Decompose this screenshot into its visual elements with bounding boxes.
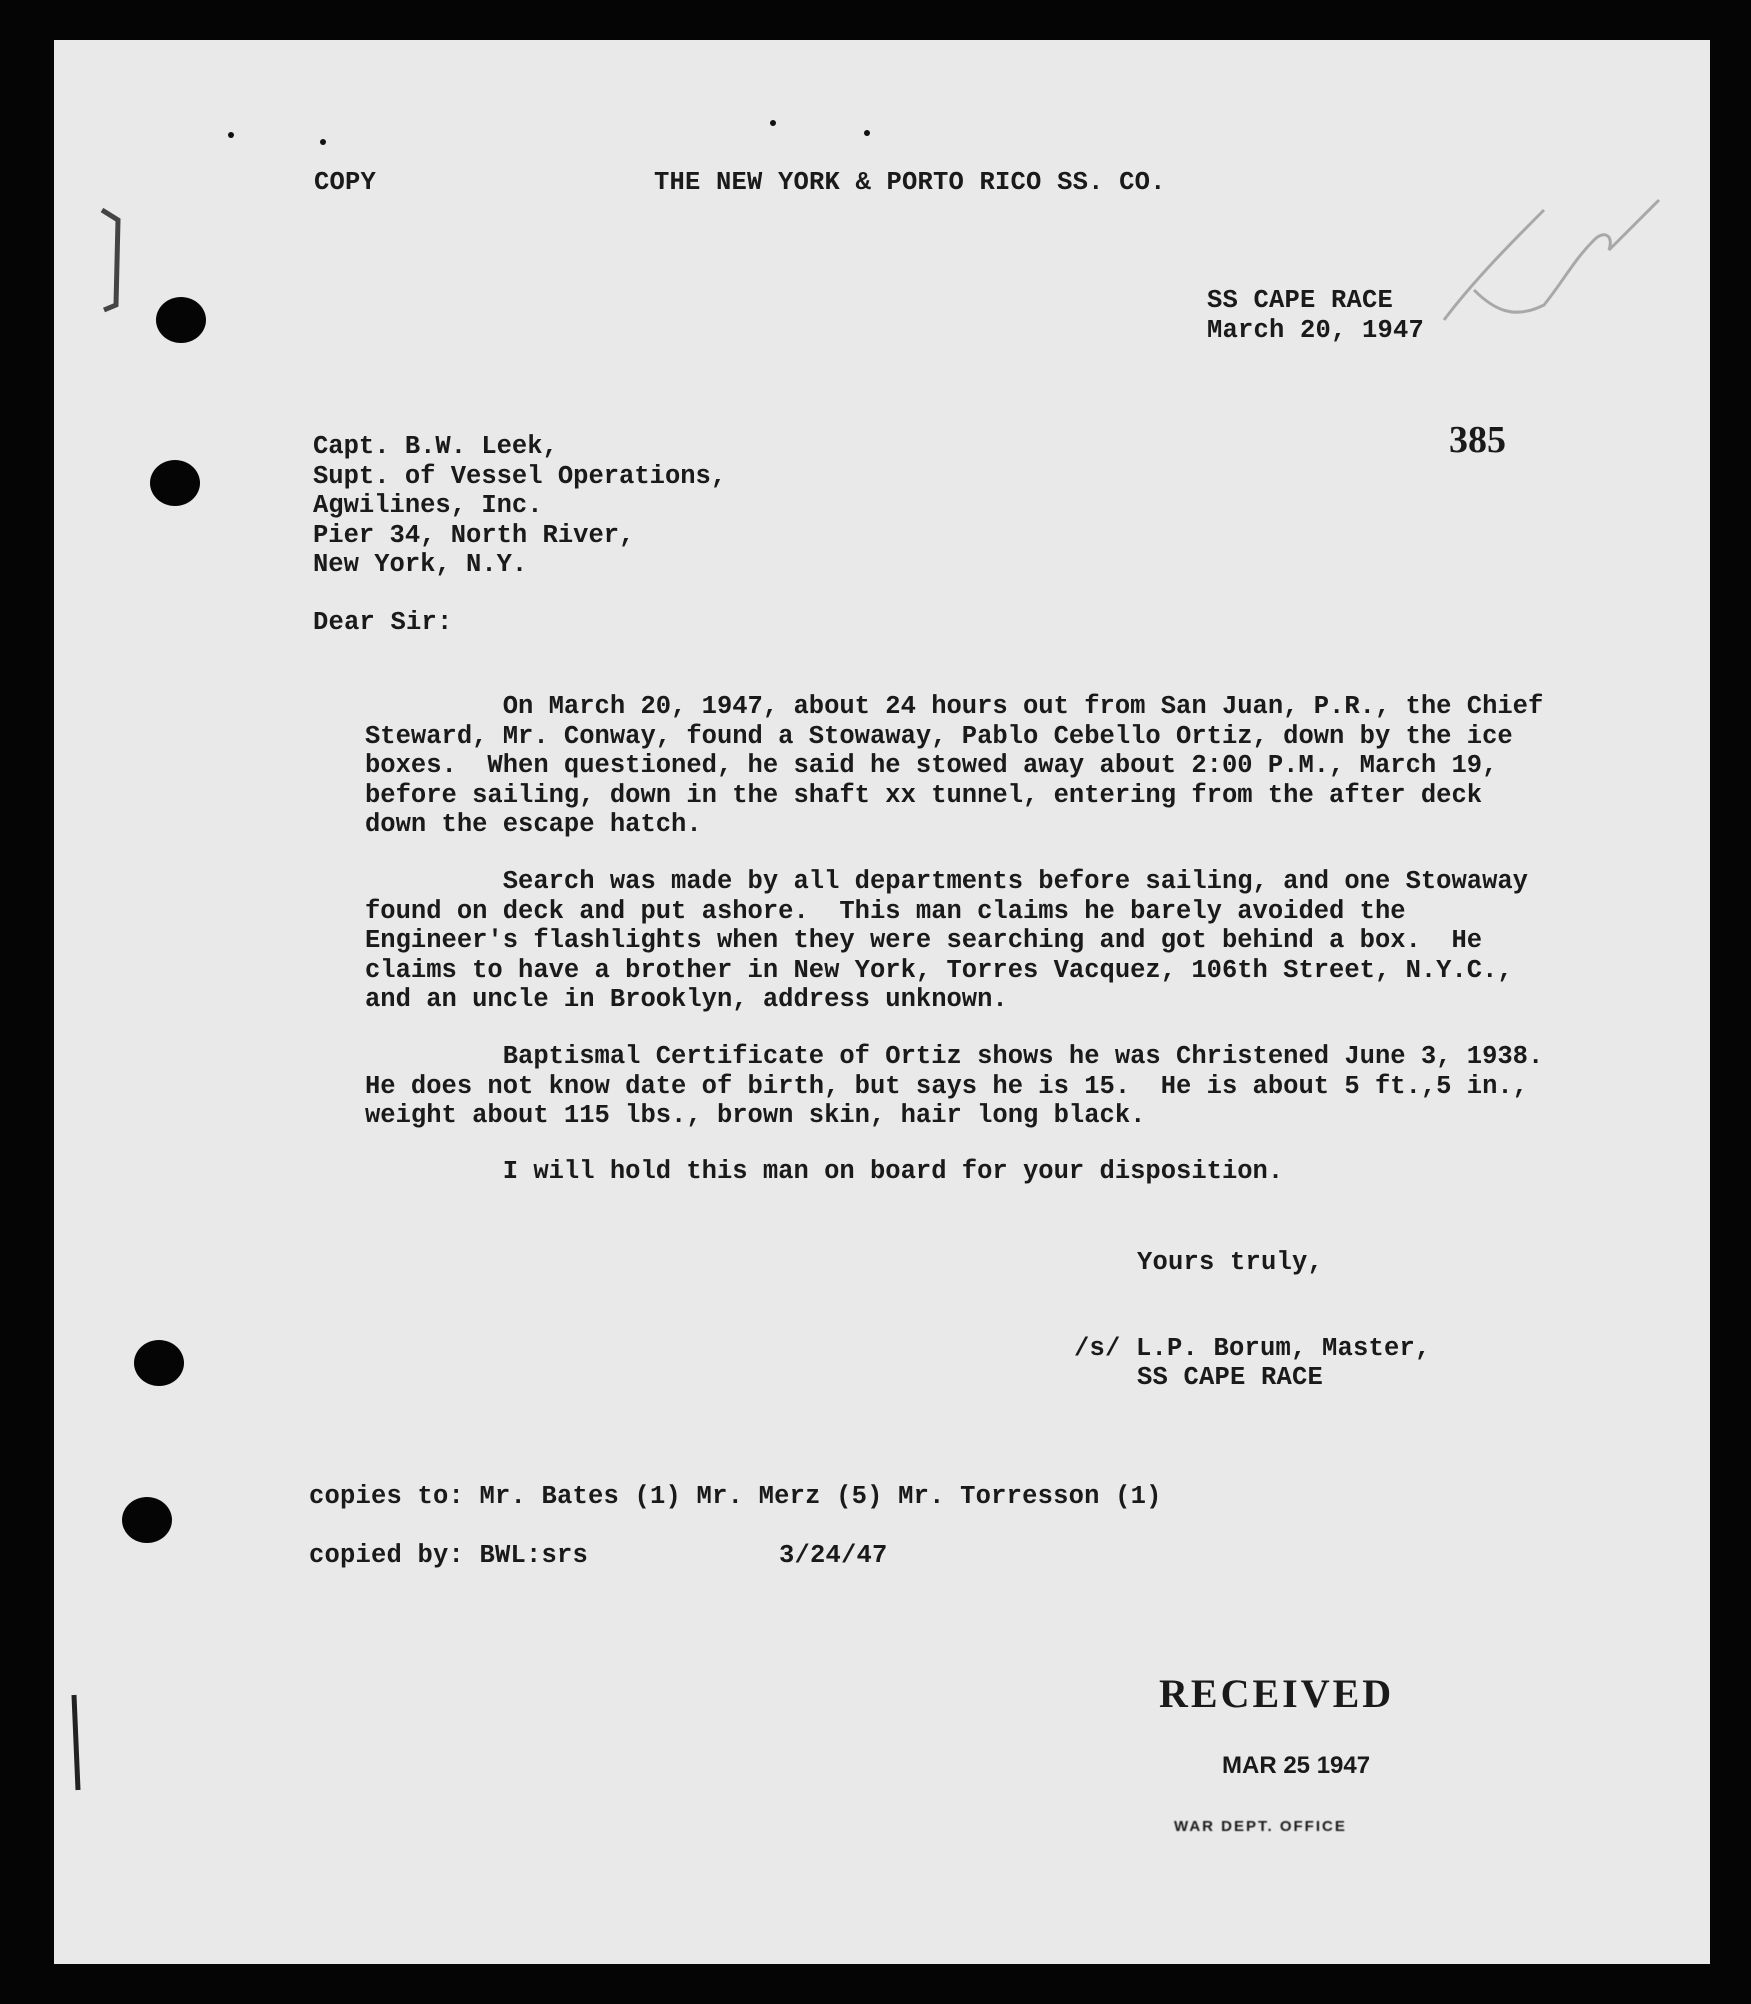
body-line: found on deck and put ashore. This man claims he barely avoided the (365, 896, 1406, 926)
body-line: Engineer's flashlights when they were searching and got behind a box. He (365, 926, 1483, 955)
recipient-address (313, 432, 1563, 580)
body-paragraph-3 (365, 1042, 1615, 1131)
signature-line: /s/ L.P. Borum, Master, (1074, 1334, 1431, 1363)
edge-mark (60, 1690, 90, 1800)
body-line: Search was made by all departments before sailing, and one Stowaway (365, 867, 1528, 896)
copied-date: 3/24/47 (779, 1541, 888, 1570)
document-number: 385 (1449, 419, 1506, 461)
handwritten-initials (1434, 170, 1674, 340)
body-line: before sailing, down in the shaft xx tunnel, entering from the after deck (365, 780, 1483, 810)
received-stamp: RECEIVED (1159, 1671, 1395, 1716)
body-line: I will hold this man on board for your disposition. (365, 1157, 1284, 1186)
body-line: Baptismal Certificate of Ortiz shows he was Christened June 3, 1938. (365, 1042, 1544, 1071)
body-line: Steward, Mr. Conway, found a Stowaway, Pablo Cebello Ortiz, down by the ice (365, 721, 1513, 751)
copy-label: COPY (314, 168, 377, 197)
valediction: Yours truly, (1137, 1248, 1324, 1277)
speck (320, 139, 326, 145)
body-paragraph-2 (365, 867, 1615, 1015)
body-line: down the escape hatch. (365, 810, 702, 839)
signature-title: SS CAPE RACE (1137, 1363, 1324, 1392)
address-line: Pier 34, North River, (313, 520, 635, 550)
letter-page (54, 40, 1710, 1964)
edge-mark (94, 180, 124, 320)
company-header: THE NEW YORK & PORTO RICO SS. CO. (654, 168, 1166, 197)
copied-by: copied by: BWL:srs (309, 1541, 589, 1570)
body-line: weight about 115 lbs., brown skin, hair long black. (365, 1101, 1146, 1130)
body-line: claims to have a brother in New York, Torres Vacquez, 106th Street, N.Y.C., (365, 955, 1513, 985)
salutation: Dear Sir: (313, 608, 453, 637)
body-line: boxes. When questioned, he said he stowed away about 2:00 P.M., March 19, (365, 751, 1498, 780)
address-line: New York, N.Y. (313, 550, 528, 579)
punch-hole (156, 297, 206, 343)
body-line: He does not know date of birth, but says he is 15. He is about 5 ft.,5 in., (365, 1071, 1528, 1101)
punch-hole (150, 460, 200, 506)
address-line: Agwilines, Inc. (313, 491, 543, 520)
speck (228, 132, 234, 138)
copies-to: copies to: Mr. Bates (1) Mr. Merz (5) Mr. Torresson (1) (309, 1482, 1162, 1511)
received-stamp-office: WAR DEPT. OFFICE (1174, 1818, 1347, 1835)
speck (770, 120, 776, 126)
body-line: On March 20, 1947, about 24 hours out from San Juan, P.R., the Chief (365, 692, 1544, 721)
ship-name: SS CAPE RACE (1207, 286, 1394, 315)
body-line: and an uncle in Brooklyn, address unknown. (365, 985, 1008, 1014)
punch-hole (134, 1340, 184, 1386)
speck (864, 130, 870, 136)
address-line: Capt. B.W. Leek, (313, 432, 558, 461)
body-paragraph-1 (365, 692, 1615, 840)
address-line: Supt. of Vessel Operations, (313, 461, 727, 491)
received-stamp-date: MAR 25 1947 (1222, 1752, 1371, 1779)
letter-date: March 20, 1947 (1207, 316, 1425, 345)
punch-hole (122, 1497, 172, 1543)
body-paragraph-4 (365, 1157, 1615, 1187)
